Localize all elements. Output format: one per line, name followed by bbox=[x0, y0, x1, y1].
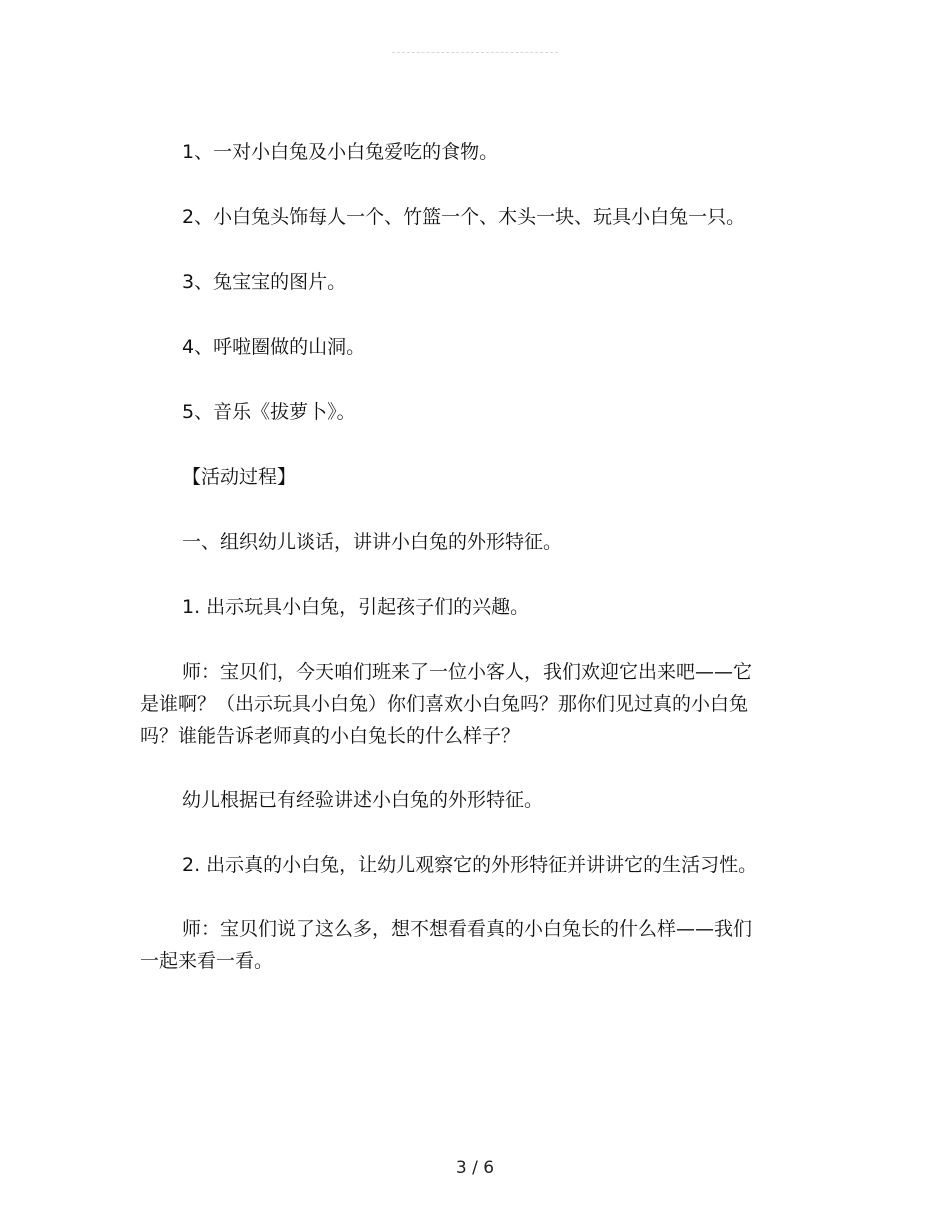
child-activity-note: 幼儿根据已有经验讲述小白兔的外形特征。 bbox=[182, 789, 544, 811]
substep-heading-2: 2. 出示真的小白兔，让幼儿观察它的外形特征并讲讲它的生活习性。 bbox=[182, 854, 758, 876]
teacher-dialogue-2: 师：宝贝们说了这么多，想不想看看真的小白兔长的什么样——我们一起来看一看。 bbox=[140, 918, 753, 972]
page-number: 3 / 6 bbox=[455, 1158, 495, 1178]
section-heading-activity-process: 【活动过程】 bbox=[182, 466, 297, 488]
substep-heading-1: 1. 出示玩具小白兔，引起孩子们的兴趣。 bbox=[182, 596, 530, 618]
materials-item-3: 3、兔宝宝的图片。 bbox=[182, 271, 347, 293]
materials-item-2: 2、小白兔头饰每人一个、竹篮一个、木头一块、玩具小白兔一只。 bbox=[182, 206, 746, 228]
materials-item-1: 1、一对小白兔及小白兔爱吃的食物。 bbox=[182, 141, 499, 163]
materials-item-5: 5、音乐《拔萝卜》。 bbox=[182, 401, 356, 423]
step-heading-1: 一、组织幼儿谈话，讲讲小白兔的外形特征。 bbox=[182, 531, 563, 553]
header-divider bbox=[392, 52, 558, 53]
materials-item-4: 4、呼啦圈做的山洞。 bbox=[182, 336, 366, 358]
teacher-dialogue-1: 师：宝贝们，今天咱们班来了一位小客人，我们欢迎它出来吧——它是谁啊？（出示玩具小白兔）你们喜欢小白兔吗？那你们见过真的小白兔吗？谁能告诉老师真的小白兔长的什么样子？ bbox=[140, 661, 753, 747]
document-body bbox=[140, 136, 760, 977]
